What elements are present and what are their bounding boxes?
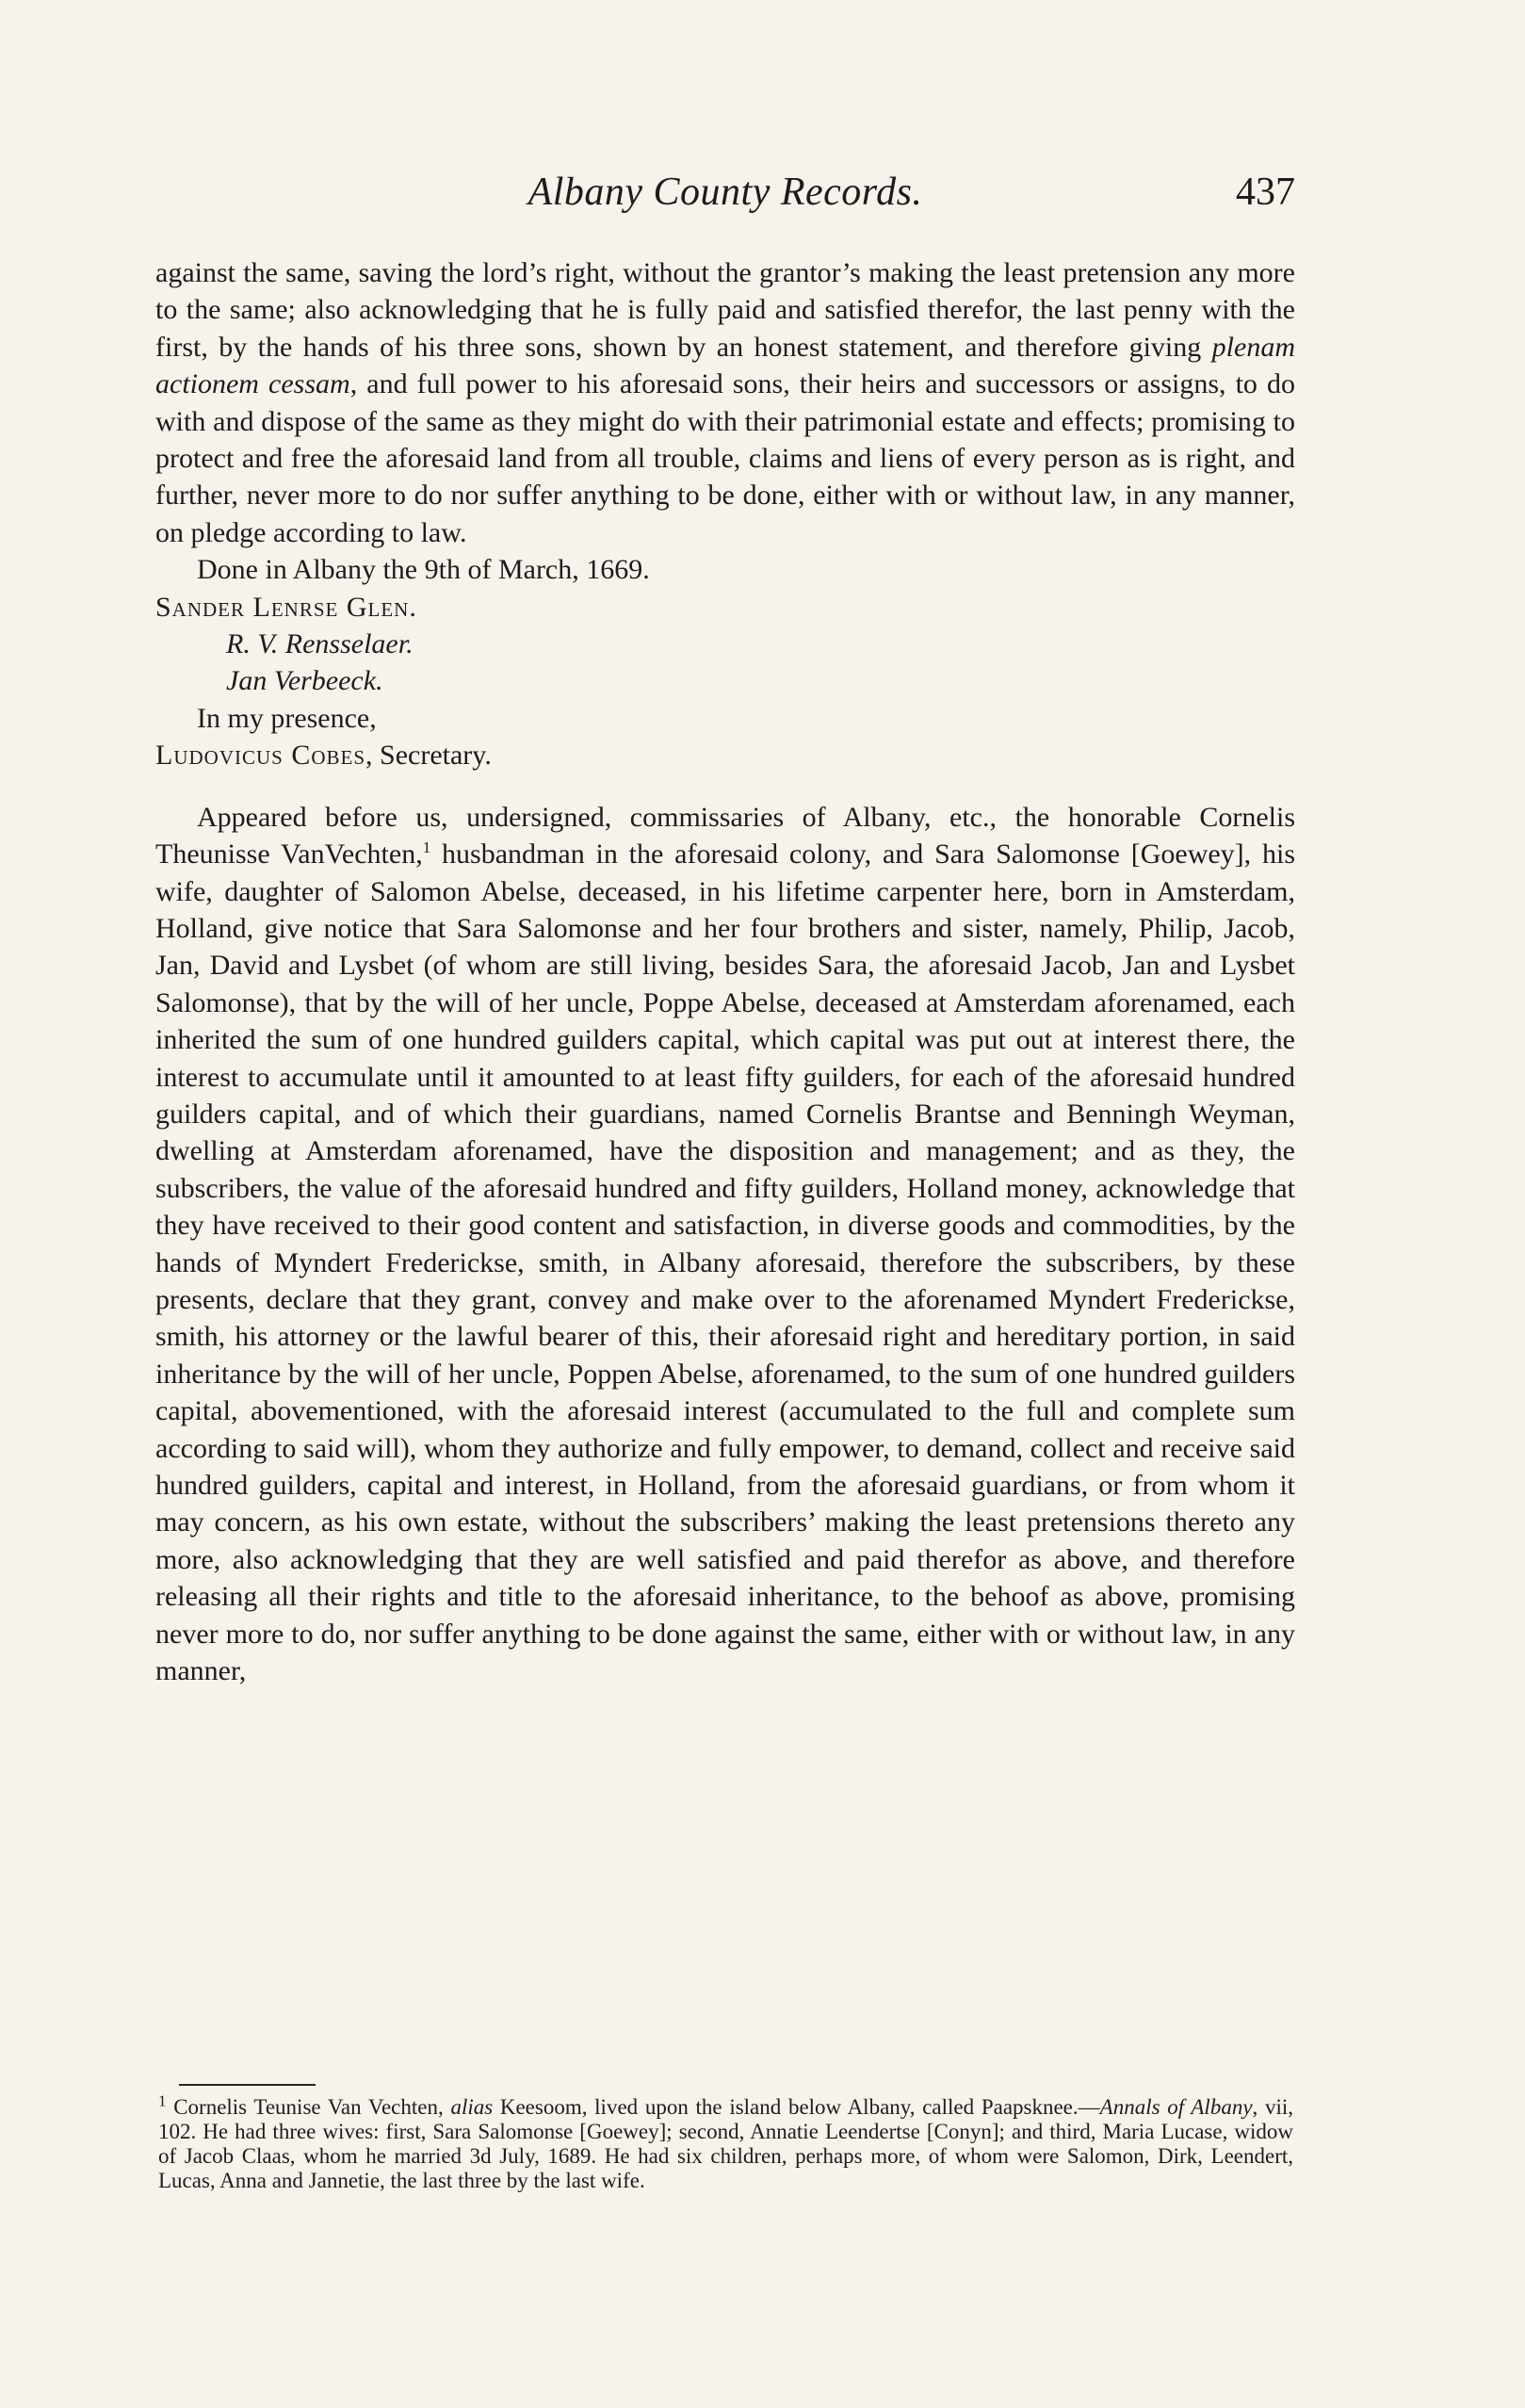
running-title: Albany County Records. — [527, 171, 923, 214]
footnote-text-2: Keesoom, lived upon the island below Albany, called Paapsknee.— — [493, 2095, 1100, 2119]
secretary-signature — [155, 737, 1295, 773]
body-text — [155, 254, 1295, 1689]
footnote — [158, 2091, 1293, 2193]
footnote-reference: 1 — [422, 838, 431, 857]
secretary-title: , Secretary. — [365, 740, 492, 772]
page-number: 437 — [1236, 171, 1295, 214]
para2-start: Appeared before us, undersigned, commissaries of Albany, etc., the honorable Cornelis Theunisse VanVechten, — [155, 801, 1295, 870]
grantor-signature: Sander Lenrse Glen. — [155, 591, 417, 623]
para1-text: against the same, saving the lord’s right, without the grantor’s making the least pretension any more to the same; also acknowledging that he is fully paid and satisfied therefor, the last penny with the first, by the hands of his three sons, shown by an honest statement, and therefore giving — [155, 257, 1295, 363]
footnote-italic-2: Annals of Albany — [1099, 2095, 1253, 2119]
witness-signature: R. V. Rensselaer. — [226, 628, 414, 660]
secretary-name: Ludovicus Cobes — [155, 740, 366, 772]
footnote-marker: 1 — [158, 2091, 167, 2110]
para1-end-text: , and full power to his aforesaid sons, their heirs and successors or assigns, to do with and dispose of the same as they might do with their patrimonial estate and effects; promising to protect and free the aforesaid land from all trouble, claims and liens of every person as is right, and further, never more to do nor suffer anything to be done, either with or without law, in any manner, on pledge according to law. — [155, 368, 1295, 548]
paragraph-deed — [155, 799, 1295, 1690]
witness-signature: Jan Verbeeck. — [226, 665, 383, 697]
para1-latin-phrase: plenam actionem cessam — [155, 331, 1295, 400]
paragraph-gap — [155, 774, 1295, 799]
presence-line: In my presence, — [197, 702, 377, 734]
footnote-text-3: , vii, 102. He had three wives: first, Sara Salomonse [Goewey]; second, Annatie Leendertse [Conyn]; and third, Maria Lucase, widow of Jacob Claas, whom he married 3d July, 1689. He had six children, perhaps more, of whom were Salomon, Dirk, Leendert, Lucas, Anna and Jannetie, the last three by the last wife. — [158, 2095, 1293, 2192]
para2-rest: husbandman in the aforesaid colony, and Sara Salomonse [Goewey], his wife, daughter of Salomon Abelse, deceased, in his lifetime carpenter here, born in Amsterdam, Holland, give notice that Sara Salomonse and her four brothers and sister, namely, Philip, Jacob, Jan, David and Lysbet (of whom are still living, besides Sara, the aforesaid Jacob, Jan and Lysbet Salomonse), that by the will of her uncle, Poppe Abelse, deceased at Amsterdam aforenamed, each inherited the sum of one hundred guilders capital, which capital was put out at interest there, the interest to accumulate until it amounted to at least fifty guilders, for each of the aforesaid hundred guilders capital, and of which their guardians, named Cornelis Brantse and Benningh Weyman, dwelling at Amsterdam aforenamed, have the disposition and management; and as they, the subscribers, the value of the aforesaid hundred and fifty guilders, Holland money, acknowledge that they have received to their good content and satisfaction, in diverse goods and commodities, by the hands of Myndert Frederickse, smith, in Albany aforesaid, therefore the subscribers, by these presents, declare that they grant, convey and make over to the aforenamed Myndert Frederickse, smith, his attorney or the lawful bearer of this, their aforesaid right and hereditary portion, in said inheritance by the will of her uncle, Poppen Abelse, aforenamed, to the sum of one hundred guilders capital, abovementioned, with the aforesaid interest (accumulated to the full and complete sum according to said will), whom they authorize and fully empower, to demand, collect and receive said hundred guilders, capital and interest, in Holland, from the aforesaid guardians, or from whom it may concern, as his own estate, without the subscribers’ making the least pretensions thereto any more, also acknowledging that they are well satisfied and paid therefor as above, and therefore releasing all their rights and title to the aforesaid inheritance, to the behoof as above, promising never more to do, nor suffer anything to be done against the same, either with or without law, in any manner, — [155, 838, 1296, 1687]
done-line: Done in Albany the 9th of March, 1669. — [197, 554, 650, 586]
footnote-text-1: Cornelis Teunise Van Vechten, — [166, 2095, 451, 2119]
page-header — [155, 170, 1295, 226]
footnote-italic-1: alias — [450, 2095, 494, 2119]
paragraph-continuation — [155, 254, 1295, 551]
footnote-rule — [179, 2084, 316, 2086]
